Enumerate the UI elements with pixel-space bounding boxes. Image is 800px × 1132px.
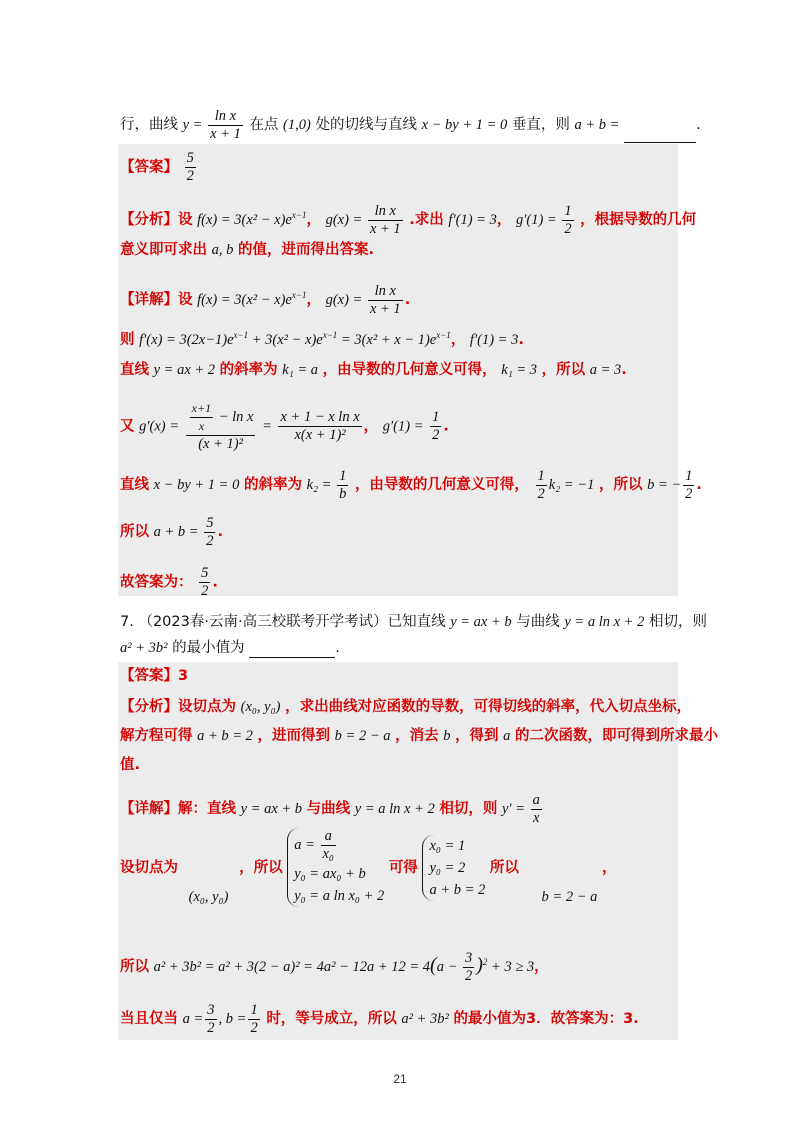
text: 则 xyxy=(120,331,135,348)
detail6-line4: 又 g′(x) = $\frac{x+1}{x}$ − ln x (x + 1)² = $\frac{\text{x + 1 − x ln x}}{\text{x(x + 1)²}}$ ， g′(1) = $\frac{1}{2}$ . xyxy=(120,401,449,452)
fraction-den: x + 1 xyxy=(369,301,401,317)
text: ，进而得到 xyxy=(257,728,331,744)
fraction-den: 2 xyxy=(207,1020,215,1036)
ask-expression: a + b = xyxy=(574,116,620,133)
fraction-den: (x + 1)² xyxy=(198,436,243,452)
fraction-num: 1 xyxy=(564,203,572,219)
text: ，所以 xyxy=(239,859,283,876)
analysis7-line2 xyxy=(120,726,718,746)
slope-relation: k₂ = −1 xyxy=(548,476,595,493)
exponent: x−1 xyxy=(436,330,451,340)
text: 所以 xyxy=(489,859,519,876)
text: 直线 xyxy=(120,362,149,378)
a-value: a = 3 xyxy=(589,362,622,378)
text: a = xyxy=(182,1010,204,1027)
detail6-line5: 直线 x − by + 1 = 0 的斜率为 k₂ = $\frac{1}{b}$ ，由导数的几何意义可得， $\frac{1}{2}$ k₂ = −1 ，所以 b = − $\frac{1}{2}$ . xyxy=(120,468,702,502)
detail-label: 【详解】解：直线 xyxy=(120,800,236,817)
text: 相切，则 xyxy=(648,614,707,630)
fraction-num: 5 xyxy=(186,150,194,166)
analysis-label: 【分析】设切点为 xyxy=(120,699,236,715)
text: a − xyxy=(436,958,458,975)
fraction-num: 3 xyxy=(465,950,473,966)
curve-equation: y = a ln x + 2 xyxy=(564,614,645,630)
answer-label: 【答案】 xyxy=(120,159,178,176)
fraction-num: a xyxy=(532,792,540,808)
text: − ln x xyxy=(215,408,254,425)
text: 相切，则 xyxy=(439,800,498,817)
point: (1,0) xyxy=(283,116,311,133)
gprime-value: g′(1) = xyxy=(515,211,557,228)
text: ，由导数的几何意义可得， xyxy=(322,362,497,378)
text: 设切点为 xyxy=(120,859,178,876)
equation: a + b = 2 xyxy=(429,881,486,898)
text: 当且仅当 xyxy=(120,1010,178,1027)
detail6-line1: 【详解】设 $f(x) = 3(x^2 - x)e^{x-1}$， g(x) = $\frac{\text{ln x}}{x + 1}$ . xyxy=(120,283,411,317)
fraction-den: x + 1 xyxy=(369,221,401,237)
text: ，所以 xyxy=(541,362,586,378)
curve-equation: y = a ln x + 2 xyxy=(354,800,435,817)
analysis6-line2 xyxy=(120,240,374,260)
text: 垂直，则 xyxy=(511,116,570,133)
detail7-line4 xyxy=(120,1002,639,1037)
equation: b = 2 − a xyxy=(334,728,391,744)
fraction-num: 5 xyxy=(206,515,214,531)
text: + 3 ≥ 3 xyxy=(491,958,535,975)
text: 意义即可求出 xyxy=(120,242,207,258)
text: 又 xyxy=(120,418,135,435)
text: 的斜率为 xyxy=(243,476,302,493)
fraction-den: 2 xyxy=(206,533,214,549)
line-equation: x − by + 1 = 0 xyxy=(153,476,240,493)
gprime-value: g′(1) = xyxy=(382,418,424,435)
b-value: b = − xyxy=(647,476,682,493)
equation: y₀ = ax₀ + b xyxy=(294,866,366,882)
detail7-line1 xyxy=(120,792,544,827)
text: 所以 xyxy=(120,523,149,540)
answer-blank xyxy=(624,142,696,143)
fraction-num: ln x xyxy=(368,203,403,221)
fraction-num: ln x xyxy=(368,283,403,301)
answer-label: 【答案】3 xyxy=(120,668,189,684)
text: 的最小值为3．故答案为：3. xyxy=(453,1010,639,1027)
fprime-expr: + 3(x² − x)e xyxy=(248,331,323,348)
detail7-system xyxy=(120,828,616,928)
detail6-line3: 直线 y = ax + 2 的斜率为 k₁ = a ，由导数的几何意义可得， k₁ = 3 ，所以 a = 3. xyxy=(120,362,627,378)
text: 直线 xyxy=(120,476,149,493)
fraction-num: 5 xyxy=(201,565,209,581)
fraction-num: 1 xyxy=(339,468,347,484)
fprime-expr: = 3(x² + x − 1)e xyxy=(337,331,437,348)
f-def: f(x) = 3(x² − x)e xyxy=(197,211,292,228)
text: ， xyxy=(601,859,617,876)
detail6-line7: 故答案为： $\frac{5}{2}$ . xyxy=(120,565,218,599)
variable: b xyxy=(443,728,451,744)
exponent: x−1 xyxy=(291,210,307,220)
text: , b = xyxy=(218,1010,247,1027)
analysis6-line1: 【分析】设 $f(x) = 3(x^2 - x)e^{x-1}$， g(x) = $\frac{\text{ln x}}{x + 1}$ .求出 f′(1) = 3， g′(1) = $\frac{1}{2}$ ，根据导数的几何 xyxy=(120,203,697,237)
problem7-line2 xyxy=(120,638,340,658)
sum: a + b = xyxy=(153,523,199,540)
fraction-den: x xyxy=(533,810,540,826)
fraction-den: 2 xyxy=(465,968,473,984)
fraction-den: 2 xyxy=(186,168,194,184)
text: 处的切线与直线 xyxy=(315,116,417,133)
text: 行，曲线 xyxy=(120,116,178,133)
text: 与曲线 xyxy=(306,800,351,817)
analysis7-line1 xyxy=(120,697,691,717)
text: 解方程可得 xyxy=(120,728,193,744)
problem-number: 7. xyxy=(120,614,134,630)
fraction-den: b xyxy=(339,486,347,502)
exponent: x−1 xyxy=(322,330,338,340)
variable: a xyxy=(503,728,511,744)
text: ，消去 xyxy=(395,728,439,744)
text: . xyxy=(404,291,411,308)
derivative: y′ = xyxy=(501,800,526,817)
final-answer-label: 故答案为： xyxy=(120,574,193,591)
answer-blank xyxy=(249,657,335,658)
fraction-den: x(x + 1)² xyxy=(294,427,346,443)
text: 在点 xyxy=(249,116,279,133)
fprime-value: f′(1) = 3 xyxy=(469,331,519,348)
fraction-num: x+1 xyxy=(190,400,213,418)
equation: y₀ = 2 xyxy=(429,859,466,876)
line-equation: y = ax + b xyxy=(240,800,303,817)
text: . xyxy=(335,640,340,656)
tangent-point: (x₀, y₀) xyxy=(188,889,229,905)
line-equation: y = ax + b xyxy=(450,614,512,630)
fprime-value: f′(1) = 3 xyxy=(448,211,497,228)
analysis7-line3 xyxy=(120,755,140,775)
detail-label: 【详解】设 xyxy=(120,291,193,308)
f-def: f(x) = 3(x² − x)e xyxy=(197,291,292,308)
fraction-den: 2 xyxy=(250,1020,258,1036)
fraction-den: 2 xyxy=(432,427,440,443)
text: 与曲线 xyxy=(516,614,560,630)
variables: a, b xyxy=(211,242,234,258)
gprime-label: g′(x) = xyxy=(139,418,180,435)
text: 可得 xyxy=(388,859,418,876)
tangent-point: (x₀, y₀) xyxy=(240,699,281,715)
text: a = xyxy=(294,836,315,853)
gprime-fraction xyxy=(186,400,256,453)
text: 时，等号成立，所以 xyxy=(266,1010,397,1027)
target-expression: a² + 3b² xyxy=(401,1010,449,1027)
detail6-line2: 则 $f'(x) = 3(2x-1)e^{x-1} + 3(x^2 - x)e^{x-1} = 3(x^2 + x - 1)e^{x-1}$， f′(1) = 3. xyxy=(120,330,524,348)
derivation: a² + 3b² = a² + 3(2 − a)² = 4a² − 12a + 12 = 4 xyxy=(153,958,431,975)
equation-system-1 xyxy=(287,828,384,907)
problem6-line xyxy=(120,108,701,143)
analysis-label: 【分析】设 xyxy=(120,211,193,228)
text: 的值，进而得出答案. xyxy=(237,242,374,258)
curve-function: y = $\frac{\text{ln x}}{x + 1}$ xyxy=(182,108,241,142)
detail7-line3: 所以 a² + 3b² = a² + 3(2 − a)² = 4a² − 12a + 12 = 4(a − $\frac{3}{2}$ )$^2$ + 3 ≥ 3， xyxy=(120,950,549,984)
g-def: g(x) = xyxy=(325,211,363,228)
text: ，根据导数的几何 xyxy=(580,211,697,228)
fraction-den: x xyxy=(198,419,205,433)
page-number: 21 xyxy=(393,1072,407,1086)
equation: y₀ = a ln x₀ + 2 xyxy=(294,888,385,904)
detail6-line6: 所以 a + b = $\frac{5}{2}$ . xyxy=(120,515,223,549)
fraction-num: 3 xyxy=(207,1002,215,1018)
fraction-num: a xyxy=(321,828,336,846)
fraction-num: 1 xyxy=(250,1002,258,1018)
text: 所以 xyxy=(120,958,149,975)
exponent: x−1 xyxy=(291,290,307,300)
text: ，所以 xyxy=(598,476,643,493)
fraction-den: 2 xyxy=(564,221,572,237)
text: 值. xyxy=(120,757,141,773)
equation: x₀ = 1 xyxy=(429,837,466,854)
slope: k₁ = a xyxy=(282,362,319,378)
target-expression: a² + 3b² xyxy=(120,640,168,656)
text: ， xyxy=(534,958,549,975)
problem-source: （2023春·云南·高三校联考开学考试）已知直线 xyxy=(138,614,446,630)
equation-system-2 xyxy=(422,835,485,901)
line-equation: x − by + 1 = 0 xyxy=(421,116,508,133)
g-def: g(x) = xyxy=(325,291,363,308)
text: ，求出曲线对应函数的导数，可得切线的斜率，代入切点坐标， xyxy=(285,699,692,715)
fraction-num: x + 1 − x ln x xyxy=(280,409,360,425)
text: 的斜率为 xyxy=(219,362,278,378)
slope-value: k₁ = 3 xyxy=(501,362,538,378)
answer7 xyxy=(120,666,188,686)
text: .求出 xyxy=(409,211,444,228)
text: . xyxy=(696,116,701,133)
exponent: x−1 xyxy=(233,330,249,340)
fraction-den: x₀ xyxy=(322,846,334,862)
fraction-num: 1 xyxy=(432,409,440,425)
fraction-den: 2 xyxy=(201,583,209,599)
problem7-line1 xyxy=(120,612,707,632)
fprime-expr: f′(x) = 3(2x−1)e xyxy=(139,331,234,348)
equation: b = 2 − a xyxy=(541,889,598,905)
equation: a + b = 2 xyxy=(197,728,253,744)
text: ，由导数的几何意义可得， xyxy=(354,476,529,493)
slope: k₂ = xyxy=(306,476,332,493)
answer6 xyxy=(120,150,198,185)
text: 的二次函数，即可得到所求最小 xyxy=(515,728,719,744)
line-equation: y = ax + 2 xyxy=(153,362,216,378)
text: 的最小值为 xyxy=(172,640,245,656)
text: ，得到 xyxy=(455,728,499,744)
